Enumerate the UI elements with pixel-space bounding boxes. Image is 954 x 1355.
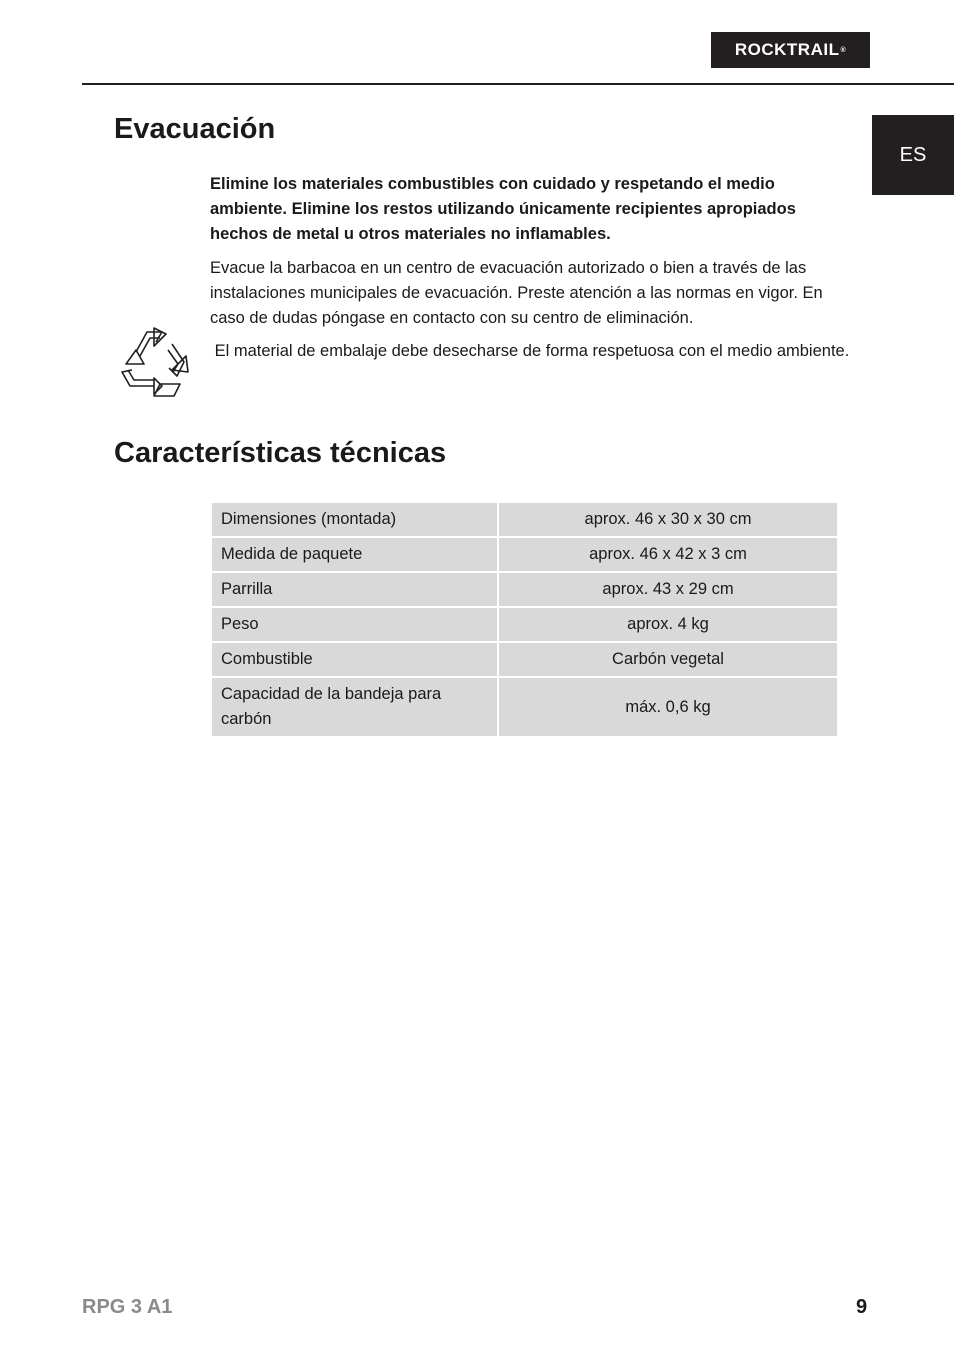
spec-value: máx. 0,6 kg xyxy=(499,678,837,736)
spec-value: aprox. 46 x 42 x 3 cm xyxy=(499,538,837,571)
spec-label: Combustible xyxy=(212,643,497,676)
specs-table xyxy=(210,501,839,738)
spec-value: aprox. 46 x 30 x 30 cm xyxy=(499,503,837,536)
specs-title: Características técnicas xyxy=(114,437,447,469)
spec-value: Carbón vegetal xyxy=(499,643,837,676)
spec-label: Peso xyxy=(212,608,497,641)
spec-value: aprox. 4 kg xyxy=(499,608,837,641)
registered-mark: ® xyxy=(840,46,847,54)
language-tab: ES xyxy=(872,115,954,195)
brand-logo xyxy=(711,32,870,68)
table-row xyxy=(212,503,837,536)
table-row xyxy=(212,538,837,571)
spec-value: aprox. 43 x 29 cm xyxy=(499,573,837,606)
header-rule xyxy=(82,83,954,85)
recycle-icon xyxy=(114,322,196,400)
table-row xyxy=(212,573,837,606)
spec-label: Capacidad de la bandeja para carbón xyxy=(212,678,497,736)
spec-label: Medida de paquete xyxy=(212,538,497,571)
disposal-paragraph-2: El material de embalaje debe desecharse de forma respetuosa con el medio ambiente. xyxy=(210,342,850,360)
brand-name: ROCKTRAIL xyxy=(734,40,840,59)
table-row xyxy=(212,678,837,736)
table-row xyxy=(212,643,837,676)
spec-label: Parrilla xyxy=(212,573,497,606)
disposal-bold-paragraph: Elimine los materiales combustibles con cuidado y respetando el medio ambiente. Elimine los restos utilizando únicamente recipientes apropiados hechos de metal u otros materiales no inflamables. xyxy=(210,175,796,243)
table-row xyxy=(212,608,837,641)
disposal-paragraph-1: Evacue la barbacoa en un centro de evacuación autorizado o bien a través de las instalaciones municipales de evacuación. Preste atención a las normas en vigor. En caso de dudas póngase en contacto con su centro de eliminación. xyxy=(210,259,823,327)
footer-model: RPG 3 A1 xyxy=(82,1296,173,1318)
spec-label: Dimensiones (montada) xyxy=(212,503,497,536)
disposal-title: Evacuación xyxy=(114,113,276,145)
page-number: 9 xyxy=(856,1296,868,1318)
